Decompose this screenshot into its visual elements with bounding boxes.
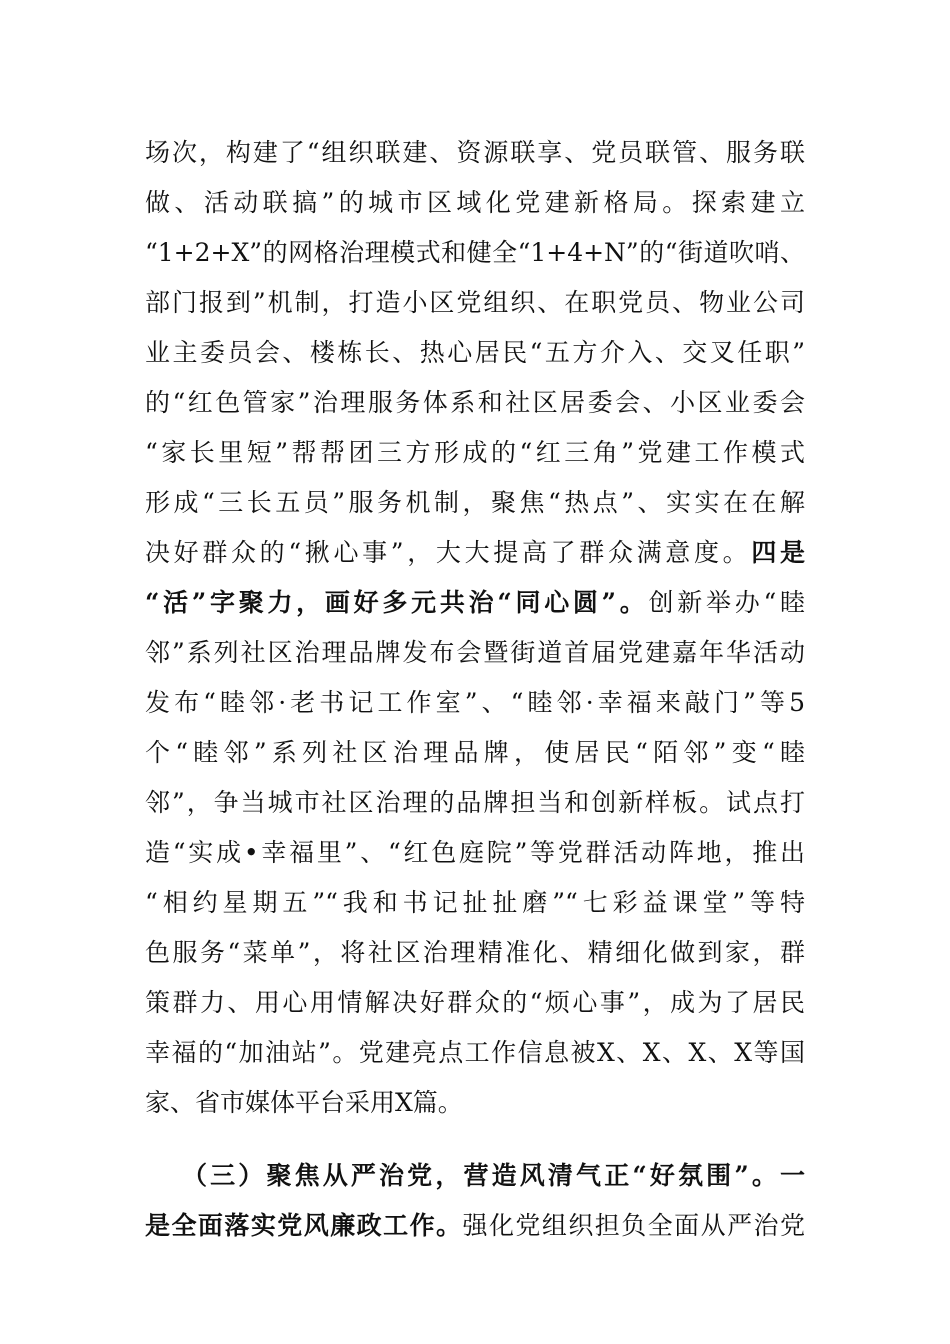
bold-lead-text: 四是 bbox=[751, 538, 805, 567]
text-line: 做、活动联搞”的城市区域化党建新格局。探索建立 bbox=[145, 188, 805, 217]
text-line: 形成“三长五员”服务机制，聚焦“热点”、实实在在解 bbox=[145, 488, 805, 517]
text-line: 色服务“菜单”，将社区治理精准化、精细化做到家，群 bbox=[145, 938, 805, 967]
document-body bbox=[145, 128, 805, 1251]
text-line: 个“睦邻”系列社区治理品牌，使居民“陌邻”变“睦 bbox=[145, 738, 805, 767]
bold-lead-text: 是全面落实党风廉政工作。 bbox=[145, 1211, 463, 1240]
text-line: 部门报到”机制，打造小区党组织、在职党员、物业公司 bbox=[145, 288, 805, 317]
text-line: 家、省市媒体平台采用X篇。 bbox=[145, 1088, 463, 1117]
text-line: 场次，构建了“组织联建、资源联享、党员联管、服务联 bbox=[145, 138, 805, 167]
text-line: 策群力、用心用情解决好群众的“烦心事”，成为了居民 bbox=[145, 988, 805, 1017]
paragraph-gap bbox=[145, 1128, 805, 1151]
text-line: 邻”系列社区治理品牌发布会暨街道首届党建嘉年华活动 bbox=[145, 638, 805, 667]
text-line: 业主委员会、楼栋长、热心居民“五方介入、交叉任职” bbox=[145, 338, 805, 367]
line-text: 决好群众的“揪心事”，大大提高了群众满意度。 bbox=[145, 538, 752, 567]
text-line bbox=[145, 578, 805, 628]
text-line: 造“实成•幸福里”、“红色庭院”等党群活动阵地，推出 bbox=[145, 838, 805, 867]
text-line bbox=[145, 1201, 805, 1251]
text-line: “1+2+X”的网格治理模式和健全“1+4+N”的“街道吹哨、 bbox=[145, 238, 805, 267]
section-heading: （三）聚焦从严治党，营造风清气正“好氛围”。一 bbox=[182, 1161, 805, 1190]
text-line: 的“红色管家”治理服务体系和社区居委会、小区业委会 bbox=[145, 388, 805, 417]
line-text: 强化党组织担负全面从严治党 bbox=[462, 1211, 805, 1240]
text-line: “家长里短”帮帮团三方形成的“红三角”党建工作模式 bbox=[145, 438, 805, 467]
line-text: 创新举办“睦 bbox=[648, 588, 805, 617]
text-line: 幸福的“加油站”。党建亮点工作信息被X、X、X、X等国 bbox=[145, 1038, 805, 1067]
text-line: 邻”，争当城市社区治理的品牌担当和创新样板。试点打 bbox=[145, 788, 805, 817]
bold-heading-text: “活”字聚力，画好多元共治“同心圆”。 bbox=[145, 588, 649, 617]
text-line bbox=[145, 528, 805, 578]
text-line: 发布“睦邻·老书记工作室”、“睦邻·幸福来敲门”等5 bbox=[145, 688, 805, 717]
text-line: “相约星期五”“我和书记扯扯磨”“七彩益课堂”等特 bbox=[145, 888, 805, 917]
